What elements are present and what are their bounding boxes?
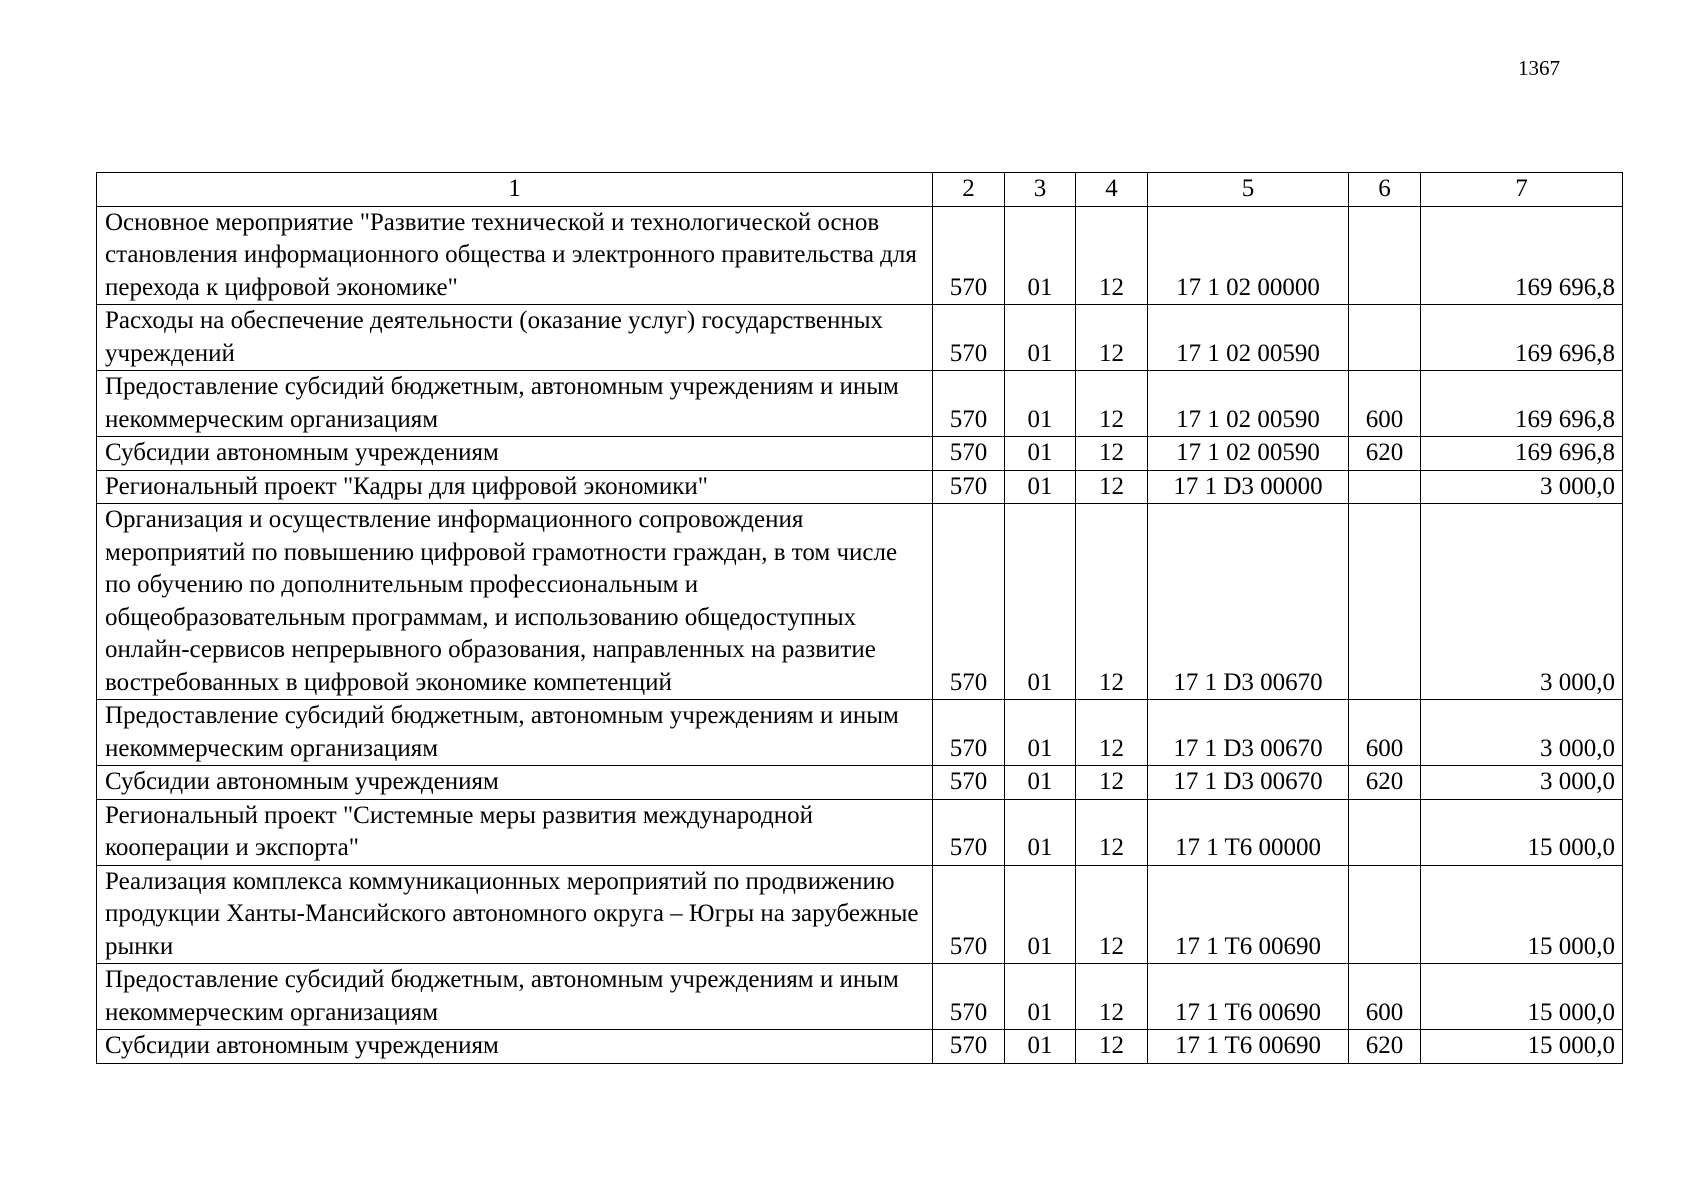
section-code: 01 [1005,206,1076,305]
section-code: 01 [1005,305,1076,371]
ministry-code: 570 [933,865,1005,964]
section-code: 01 [1005,437,1076,471]
item-name: Субсидии автономным учреждениям [97,766,933,800]
item-name: Основное мероприятие "Развитие технической и технологической основ становления информационного общества и электронного правительства для перехода к цифровой экономике" [97,206,933,305]
expense-type-code: 620 [1349,437,1421,471]
target-article-code: 17 1 02 00590 [1148,437,1349,471]
subsection-code: 12 [1076,206,1148,305]
table-row [97,371,1623,437]
section-code: 01 [1005,504,1076,700]
item-name: Расходы на обеспечение деятельности (оказание услуг) государственных учреждений [97,305,933,371]
target-article-code: 17 1 T6 00690 [1148,865,1349,964]
ministry-code: 570 [933,700,1005,766]
amount: 3 000,0 [1421,504,1623,700]
item-name: Региональный проект "Кадры для цифровой экономики" [97,470,933,504]
target-article-code: 17 1 02 00000 [1148,206,1349,305]
table-row [97,305,1623,371]
column-header: 7 [1421,173,1623,207]
ministry-code: 570 [933,504,1005,700]
subsection-code: 12 [1076,1030,1148,1064]
amount: 3 000,0 [1421,700,1623,766]
ministry-code: 570 [933,1030,1005,1064]
subsection-code: 12 [1076,504,1148,700]
expense-type-code [1349,305,1421,371]
amount: 15 000,0 [1421,1030,1623,1064]
item-name: Субсидии автономным учреждениям [97,1030,933,1064]
table-row [97,799,1623,865]
section-code: 01 [1005,964,1076,1030]
target-article-code: 17 1 D3 00670 [1148,700,1349,766]
item-name: Предоставление субсидий бюджетным, автономным учреждениям и иным некоммерческим организациям [97,700,933,766]
amount: 169 696,8 [1421,437,1623,471]
target-article-code: 17 1 02 00590 [1148,305,1349,371]
amount: 15 000,0 [1421,964,1623,1030]
subsection-code: 12 [1076,799,1148,865]
subsection-code: 12 [1076,437,1148,471]
table-row [97,766,1623,800]
subsection-code: 12 [1076,470,1148,504]
subsection-code: 12 [1076,766,1148,800]
subsection-code: 12 [1076,371,1148,437]
column-header: 5 [1148,173,1349,207]
table-row [97,964,1623,1030]
amount: 3 000,0 [1421,766,1623,800]
expense-type-code: 600 [1349,700,1421,766]
target-article-code: 17 1 T6 00690 [1148,1030,1349,1064]
section-code: 01 [1005,799,1076,865]
table-row [97,437,1623,471]
section-code: 01 [1005,1030,1076,1064]
ministry-code: 570 [933,371,1005,437]
subsection-code: 12 [1076,964,1148,1030]
ministry-code: 570 [933,799,1005,865]
table-row [97,504,1623,700]
expense-type-code: 620 [1349,766,1421,800]
item-name: Региональный проект "Системные меры развития международной кооперации и экспорта" [97,799,933,865]
table-row [97,1030,1623,1064]
item-name: Предоставление субсидий бюджетным, автономным учреждениям и иным некоммерческим организациям [97,964,933,1030]
column-header: 4 [1076,173,1148,207]
column-header: 1 [97,173,933,207]
expense-type-code [1349,865,1421,964]
budget-table [96,172,1623,1064]
amount: 169 696,8 [1421,206,1623,305]
column-header: 6 [1349,173,1421,207]
expense-type-code [1349,470,1421,504]
section-code: 01 [1005,700,1076,766]
page-number: 1367 [1518,56,1560,80]
ministry-code: 570 [933,206,1005,305]
ministry-code: 570 [933,437,1005,471]
section-code: 01 [1005,766,1076,800]
subsection-code: 12 [1076,700,1148,766]
target-article-code: 17 1 T6 00690 [1148,964,1349,1030]
ministry-code: 570 [933,766,1005,800]
amount: 15 000,0 [1421,799,1623,865]
column-header: 3 [1005,173,1076,207]
section-code: 01 [1005,371,1076,437]
expense-type-code [1349,504,1421,700]
table-header-row [97,173,1623,207]
amount: 169 696,8 [1421,305,1623,371]
expense-type-code [1349,206,1421,305]
expense-type-code: 600 [1349,371,1421,437]
table-row [97,700,1623,766]
target-article-code: 17 1 D3 00670 [1148,766,1349,800]
table-row [97,865,1623,964]
expense-type-code [1349,799,1421,865]
ministry-code: 570 [933,470,1005,504]
item-name: Организация и осуществление информационного сопровождения мероприятий по повышению цифровой грамотности граждан, в том числе по обучению по дополнительным профессиональным и общеобразовательным программам, и использованию общедоступных онлайн-сервисов непрерывного образования, направленных на развитие востребованных в цифровой экономике компетенций [97,504,933,700]
subsection-code: 12 [1076,865,1148,964]
table-row [97,206,1623,305]
expense-type-code: 600 [1349,964,1421,1030]
target-article-code: 17 1 T6 00000 [1148,799,1349,865]
amount: 15 000,0 [1421,865,1623,964]
amount: 3 000,0 [1421,470,1623,504]
item-name: Субсидии автономным учреждениям [97,437,933,471]
table-row [97,470,1623,504]
amount: 169 696,8 [1421,371,1623,437]
target-article-code: 17 1 D3 00670 [1148,504,1349,700]
target-article-code: 17 1 02 00590 [1148,371,1349,437]
section-code: 01 [1005,470,1076,504]
expense-type-code: 620 [1349,1030,1421,1064]
section-code: 01 [1005,865,1076,964]
column-header: 2 [933,173,1005,207]
ministry-code: 570 [933,305,1005,371]
item-name: Реализация комплекса коммуникационных мероприятий по продвижению продукции Ханты-Мансийского автономного округа – Югры на зарубежные рынки [97,865,933,964]
item-name: Предоставление субсидий бюджетным, автономным учреждениям и иным некоммерческим организациям [97,371,933,437]
ministry-code: 570 [933,964,1005,1030]
target-article-code: 17 1 D3 00000 [1148,470,1349,504]
subsection-code: 12 [1076,305,1148,371]
